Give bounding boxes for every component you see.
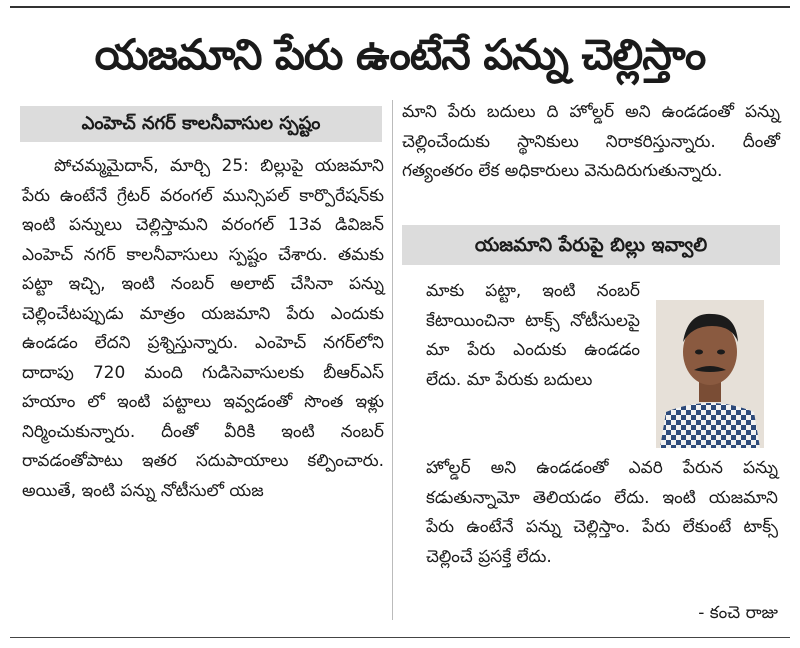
- bottom-rule: [10, 637, 790, 638]
- headline: యజమాని పేరు ఉంటేనే పన్ను చెల్లిస్తాం: [94, 30, 706, 79]
- right-column: [402, 98, 780, 187]
- subheadline: ఎంహెచ్ నగర్ కాలనీవాసుల స్పష్టం: [20, 106, 382, 142]
- person-photo: [656, 300, 764, 448]
- person-photo-illustration: [656, 300, 764, 448]
- continuation-paragraph: మాని పేరు బదులు ది హోల్డర్ అని ఉండడంతో పన్ను చెల్లించేందుకు స్థానికులు నిరాకరిస్తున్నారు. దీంతో గత్యంతరం లేక అధికారులు వెనుదిరుగుతున్నారు.: [402, 102, 780, 181]
- body-paragraph: పోచమ్మమైదాన్, మార్చి 25: బిల్లుపై యజమాని పేరు ఉంటేనే గ్రేటర్ వరంగల్ మున్సిపల్ కార్పొరేషన్‌కు ఇంటి పన్నులు చెల్లిస్తామని వరంగల్ 13వ డివిజన్ ఎంహెచ్ నగర్ కాలనీవాసులు స్పష్టం చేశారు. తమకు పట్టా ఇచ్చి, ఇంటి నంబర్ అలాట్ చేసినా పన్ను చెల్లించేటప్పుడు మాత్రం యజమాని పేరు ఎందుకు ఉండడం లేదని ప్రశ్నిస్తున్నారు. ఎంహెచ్ నగర్‌లోని దాదాపు 720 మంది గుడిసెవాసులకు బీఆర్ఎస్ హయాం లో ఇంటి పట్టాలు ఇవ్వడంతో సొంత ఇళ్లు నిర్మించుకున్నారు. దీంతో వీరికి ఇంటి నంబర్ రావడంతోపాటు ఇతర సదుపాయాలు కల్పించారు. అయితే, ఇంటి పన్ను నోటీసులో యజ: [22, 156, 384, 501]
- quote-signature: - కంచె రాజు: [698, 603, 778, 623]
- box-heading: యజమాని పేరుపై బిల్లు ఇవ్వాలి: [402, 225, 780, 265]
- quote-text-part2: హోల్డర్ అని ఉండడంతో ఎవరి పేరున పన్ను కడుతున్నామో తెలియడం లేదు. ఇంటి యజమాని పేరు ఉంటేనే పన్ను చెల్లిస్తాం. పేరు లేకుంటే టాక్స్ చెల్లించే ప్రసక్తే లేదు.: [426, 458, 778, 567]
- top-rule: [10, 6, 790, 8]
- quote-text-part1: మాకు పట్టా, ఇంటి నంబర్ కేటాయించినా టాక్స్ నోటీసులపై మా పేరు ఎందుకు ఉండడం లేదు. మా పేరుకు బదులు: [426, 281, 640, 390]
- left-column: [22, 152, 384, 506]
- column-divider: [392, 100, 393, 620]
